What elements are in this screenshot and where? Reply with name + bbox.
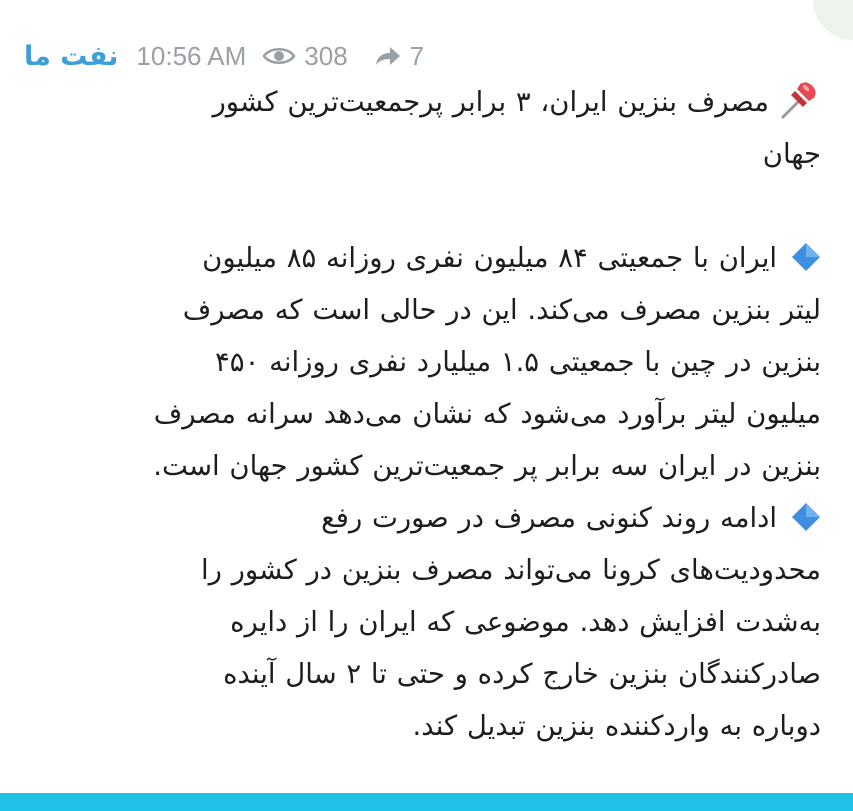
p2-text-2: محدودیت‌های کرونا می‌تواند مصرف بنزین در کشور را: [200, 554, 821, 586]
forward-arrow-icon: [374, 45, 402, 67]
message-body: [24, 76, 821, 752]
blue-diamond-icon: [791, 497, 821, 527]
blank-line: [24, 180, 821, 232]
p1-text-3: بنزین در چین با جمعیتی ۱.۵ میلیارد نفری روزانه ۴۵۰: [215, 346, 821, 378]
forwards-count: 7: [409, 40, 425, 71]
bottom-bar: [0, 793, 853, 811]
p2-text-4: صادرکنندگان بنزین خارج کرده و حتی تا ۲ سال آینده: [223, 658, 821, 690]
channel-name-link[interactable]: نفت ما: [24, 40, 119, 72]
p1-text-2: لیتر بنزین مصرف می‌کند. این در حالی است که مصرف: [182, 294, 821, 326]
p2-text-3: به‌شدت افزایش دهد. موضوعی که ایران را از دایره: [230, 606, 821, 638]
eye-icon: [262, 45, 296, 67]
title-line: [24, 76, 821, 128]
p1-text-5: بنزین در ایران سه برابر پر جمعیت‌ترین کشور جهان است.: [153, 450, 821, 482]
pushpin-icon: [777, 77, 821, 121]
title-text-2: جهان: [762, 138, 821, 170]
paragraph-1-line: [24, 232, 821, 284]
p1-text-4: میلیون لیتر برآورد می‌شود که نشان می‌دهد سرانه مصرف: [153, 398, 821, 430]
p1-text-1: ایران با جمعیتی ۸۴ میلیون نفری روزانه ۸۵ میلیون: [202, 242, 777, 274]
blue-diamond-icon: [791, 237, 821, 267]
bubble-corner: [813, 0, 853, 40]
p2-text-5: دوباره به واردکننده بنزین تبدیل کند.: [412, 710, 821, 742]
message-time: 10:56 AM: [136, 40, 247, 71]
message-header: [24, 36, 424, 76]
paragraph-2-line: [24, 492, 821, 544]
views-count: 308: [304, 40, 348, 71]
title-text-1: مصرف بنزین ایران، ۳ برابر پرجمعیت‌ترین کشور: [212, 86, 769, 118]
p2-text-1: ادامه روند کنونی مصرف در صورت رفع: [321, 502, 777, 534]
